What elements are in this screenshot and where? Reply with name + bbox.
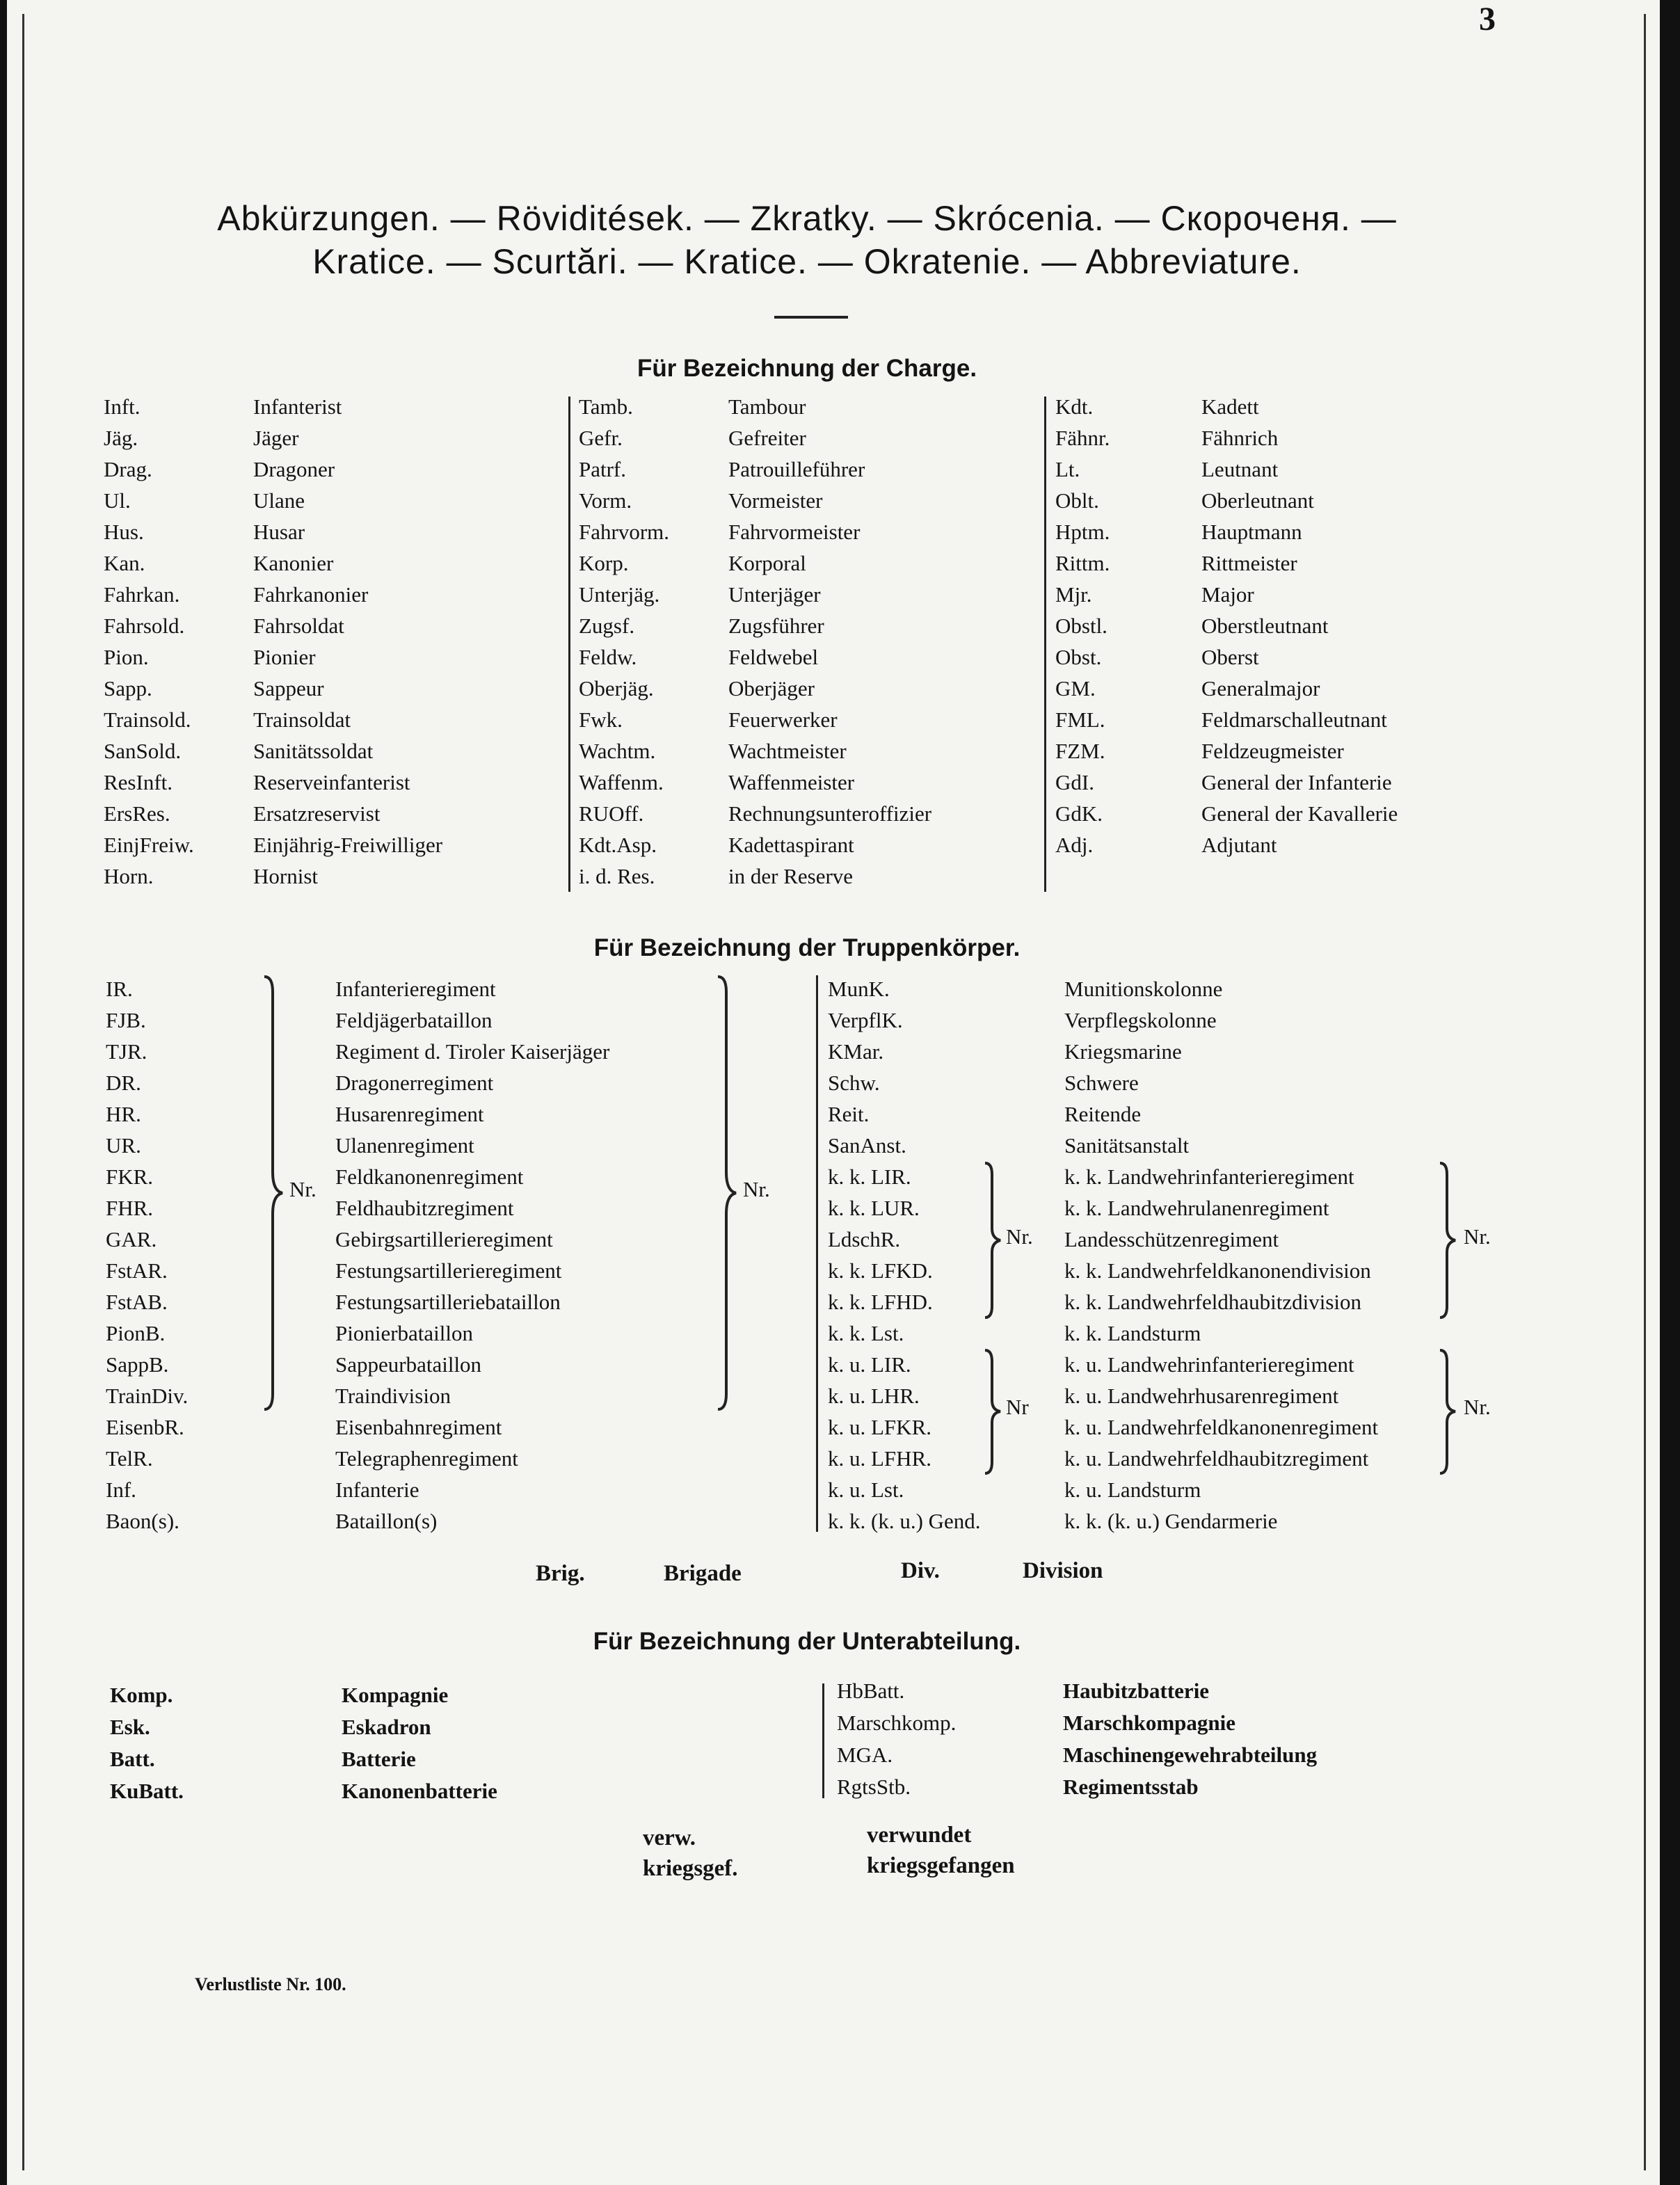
page-sheet [7,0,1660,2185]
meaning: in der Reserve [728,864,854,888]
abbreviation: KuBatt. [110,1779,184,1803]
charge-col1-meanings [253,391,442,892]
meaning: Kanonier [253,551,334,575]
page-title-line-1: Abkürzungen. — Röviditések. — Zkratky. — Skrócenia. — Скороченя. — [217,199,1397,238]
brace-ku-landwehr-abbr [979,1347,1005,1476]
brace-left-abbreviations [257,974,288,1412]
abbreviation: GM. [1055,676,1096,701]
abbreviation: Esk. [110,1715,150,1739]
meaning: Batterie [342,1747,416,1771]
nr-label: Nr. [1464,1395,1491,1419]
abbreviation: DR. [106,1071,141,1095]
meaning: k. k. Landwehrfeldhaubitzdivision [1064,1290,1362,1314]
meaning: Kanonenbatterie [342,1779,497,1803]
abbreviation: k. u. Lst. [828,1478,904,1502]
meaning: Telegraphenregiment [335,1446,518,1471]
meaning: Major [1201,582,1254,607]
page-title-line-2: Kratice. — Scurtări. — Kratice. — Okratenie. — Abbreviature. [312,242,1302,281]
meaning: Korporal [728,551,806,575]
abbreviation: TelR. [106,1446,153,1471]
abbreviation: Marschkomp. [837,1711,957,1735]
brace-ku-landwehr-meanings [1434,1347,1462,1476]
abbreviation: Fwk. [579,707,623,732]
truppen-right-abbreviations [828,973,981,1537]
left-border-rule [22,14,24,2170]
kriegsgefangen-abbreviation: kriegsgef. [643,1856,738,1881]
brace-left-meanings [711,974,742,1412]
meaning: Leutnant [1201,457,1279,481]
meaning: k. u. Landwehrhusarenregiment [1064,1384,1339,1408]
abbreviation: Schw. [828,1071,880,1095]
abbreviation: k. k. (k. u.) Gend. [828,1509,981,1533]
verwundet-abbreviation: verw. [643,1825,696,1850]
abbreviation: Unterjäg. [579,582,660,607]
meaning: Feldhaubitzregiment [335,1196,514,1220]
abbreviation: i. d. Res. [579,864,655,888]
meaning: Infanterist [253,394,342,419]
meaning: Infanterie [335,1478,419,1502]
division-abbreviation: Div. [901,1558,940,1583]
meaning: Hornist [253,864,318,888]
abbreviation: Korp. [579,551,629,575]
meaning: General der Kavallerie [1201,801,1398,826]
meaning: Kadettaspirant [728,833,854,857]
abbreviation: Waffenm. [579,770,664,794]
nr-label: Nr [1006,1395,1029,1419]
abbreviation: Obst. [1055,645,1102,669]
nr-label: Nr. [1464,1224,1491,1249]
footer-list-number: Verlustliste Nr. 100. [195,1974,346,1994]
abbreviation: Hus. [104,520,144,544]
meaning: Waffenmeister [728,770,855,794]
meaning: Landesschützenregiment [1064,1227,1279,1251]
meaning: Sappeurbataillon [335,1352,482,1377]
abbreviation: Sapp. [104,676,152,701]
abbreviation: Ul. [104,488,131,513]
abbreviation: ResInft. [104,770,173,794]
meaning: Maschinengewehrabteilung [1063,1743,1318,1767]
abbreviation: Tamb. [579,394,633,419]
abbreviation: k. k. LUR. [828,1196,920,1220]
abbreviation: Fahrkan. [104,582,180,607]
truppen-left-abbreviations [106,973,188,1537]
abbreviation: Reit. [828,1102,870,1126]
abbreviation: HbBatt. [837,1679,905,1703]
meaning: Wachtmeister [728,739,847,763]
meaning: Haubitzbatterie [1063,1679,1210,1703]
abbreviation: HR. [106,1102,141,1126]
abbreviation: Oberjäg. [579,676,654,701]
abbreviation: k. k. LFKD. [828,1258,933,1283]
section-title-unterabteilung: Für Bezeichnung der Unterabteilung. [593,1628,1021,1655]
abbreviation: RUOff. [579,801,644,826]
unterabteilung-right-meanings [1063,1675,1317,1803]
meaning: Oberleutnant [1201,488,1314,513]
abbreviation: Fahrvorm. [579,520,670,544]
meaning: k. u. Landwehrinfanterieregiment [1064,1352,1354,1377]
column-divider [568,397,570,892]
abbreviation: Rittm. [1055,551,1110,575]
meaning: Fahrkanonier [253,582,369,607]
meaning: Feldwebel [728,645,819,669]
abbreviation: FstAB. [106,1290,168,1314]
meaning: k. u. Landwehrfeldhaubitzregiment [1064,1446,1369,1471]
meaning: Adjutant [1201,833,1277,857]
abbreviation: IR. [106,977,133,1001]
abbreviation: Inft. [104,394,141,419]
meaning: k. u. Landsturm [1064,1478,1201,1502]
abbreviation: SanAnst. [828,1133,906,1158]
meaning: Einjährig-Freiwilliger [253,833,443,857]
verwundet-meaning: verwundet [867,1823,972,1848]
division-meaning: Division [1023,1558,1103,1583]
meaning: Ulane [253,488,305,513]
meaning: Generalmajor [1201,676,1320,701]
unterabteilung-right-abbreviations [837,1675,956,1803]
meaning: Gebirgsartillerieregiment [335,1227,553,1251]
meaning: Jäger [253,426,299,450]
meaning: Ulanenregiment [335,1133,474,1158]
meaning: Kadett [1201,394,1259,419]
meaning: Sanitätssoldat [253,739,374,763]
abbreviation: k. u. LFHR. [828,1446,931,1471]
meaning: Regimentsstab [1063,1775,1199,1799]
meaning: k. u. Landwehrfeldkanonenregiment [1064,1415,1379,1439]
abbreviation: GAR. [106,1227,157,1251]
abbreviation: Batt. [110,1747,155,1771]
abbreviation: Zugsf. [579,614,635,638]
column-divider [1044,397,1046,892]
meaning: Tambour [728,394,806,419]
meaning: Feuerwerker [728,707,838,732]
page-number: 3 [1479,1,1496,38]
brace-kk-landwehr-meanings [1434,1160,1462,1320]
meaning: k. k. (k. u.) Gendarmerie [1064,1509,1278,1533]
meaning: Kompagnie [342,1683,449,1707]
abbreviation: Vorm. [579,488,632,513]
abbreviation: GdI. [1055,770,1094,794]
column-divider [822,1683,824,1798]
abbreviation: Inf. [106,1478,136,1502]
abbreviation: Pion. [104,645,149,669]
meaning: Schwere [1064,1071,1139,1095]
meaning: Bataillon(s) [335,1509,438,1533]
abbreviation: ErsRes. [104,801,170,826]
charge-col3-abbreviations [1055,391,1110,861]
meaning: Fahrvormeister [728,520,861,544]
nr-label: Nr. [743,1177,770,1201]
abbreviation: FKR. [106,1164,154,1189]
meaning: k. k. Landwehrfeldkanonendivision [1064,1258,1371,1283]
meaning: Reitende [1064,1102,1142,1126]
right-border-rule [1644,14,1646,2170]
abbreviation: Hptm. [1055,520,1110,544]
abbreviation: Lt. [1055,457,1080,481]
meaning: Pionier [253,645,316,669]
abbreviation: SappB. [106,1352,169,1377]
meaning: Sappeur [253,676,324,701]
meaning: Eskadron [342,1715,431,1739]
abbreviation: Horn. [104,864,154,888]
abbreviation: Obstl. [1055,614,1107,638]
abbreviation: Fähnr. [1055,426,1110,450]
meaning: Regiment d. Tiroler Kaiserjäger [335,1039,610,1064]
meaning: Unterjäger [728,582,821,607]
abbreviation: GdK. [1055,801,1103,826]
meaning: Zugsführer [728,614,824,638]
abbreviation: RgtsStb. [837,1775,911,1799]
abbreviation: Kdt.Asp. [579,833,657,857]
abbreviation: TrainDiv. [106,1384,189,1408]
meaning: Festungsartillerieregiment [335,1258,562,1283]
abbreviation: FHR. [106,1196,154,1220]
charge-col2-abbreviations [579,391,669,892]
meaning: Oberjäger [728,676,815,701]
meaning: Hauptmann [1201,520,1302,544]
meaning: Verpflegskolonne [1064,1008,1217,1032]
abbreviation: Fahrsold. [104,614,185,638]
section-title-truppenkoerper: Für Bezeichnung der Truppenkörper. [593,934,1021,961]
nr-label: Nr. [1006,1224,1033,1249]
meaning: Rittmeister [1201,551,1297,575]
charge-col2-meanings [728,391,931,892]
abbreviation: LdschR. [828,1227,901,1251]
meaning: Husarenregiment [335,1102,484,1126]
meaning: Gefreiter [728,426,806,450]
abbreviation: MGA. [837,1743,893,1767]
unterabteilung-left-abbreviations [110,1679,184,1807]
meaning: Eisenbahnregiment [335,1415,502,1439]
meaning: k. k. Landwehrinfanterieregiment [1064,1164,1354,1189]
brace-kk-landwehr-abbr [979,1160,1005,1320]
unterabteilung-left-meanings [342,1679,497,1807]
abbreviation: FJB. [106,1008,146,1032]
abbreviation: k. k. LFHD. [828,1290,933,1314]
meaning: Patrouilleführer [728,457,865,481]
abbreviation: Wachtm. [579,739,656,763]
meaning: General der Infanterie [1201,770,1392,794]
meaning: Traindivision [335,1384,451,1408]
abbreviation: k. u. LFKR. [828,1415,931,1439]
abbreviation: Kdt. [1055,394,1094,419]
meaning: Rechnungsunteroffizier [728,801,932,826]
meaning: Feldzeugmeister [1201,739,1344,763]
abbreviation: MunK. [828,977,890,1001]
abbreviation: PionB. [106,1321,166,1345]
meaning: Munitionskolonne [1064,977,1223,1001]
meaning: Feldjägerbataillon [335,1008,493,1032]
meaning: k. k. Landwehrulanenregiment [1064,1196,1329,1220]
meaning: Kriegsmarine [1064,1039,1182,1064]
meaning: Fähnrich [1201,426,1279,450]
abbreviation: Adj. [1055,833,1094,857]
truppen-left-meanings [335,973,609,1537]
meaning: Feldmarschalleutnant [1201,707,1387,732]
abbreviation: Komp. [110,1683,173,1707]
meaning: Marschkompagnie [1063,1711,1235,1735]
charge-col1-abbreviations [104,391,194,892]
meaning: Vormeister [728,488,823,513]
abbreviation: k. u. LHR. [828,1384,920,1408]
meaning: Oberstleutnant [1201,614,1329,638]
meaning: Husar [253,520,305,544]
abbreviation: VerpflK. [828,1008,903,1032]
meaning: Dragoner [253,457,335,481]
abbreviation: EinjFreiw. [104,833,194,857]
abbreviation: Feldw. [579,645,637,669]
brigade-meaning: Brigade [664,1561,742,1586]
truppen-right-meanings [1064,973,1378,1537]
abbreviation: FstAR. [106,1258,168,1283]
abbreviation: Oblt. [1055,488,1099,513]
nr-label: Nr. [289,1177,317,1201]
abbreviation: EisenbR. [106,1415,184,1439]
abbreviation: SanSold. [104,739,182,763]
meaning: Oberst [1201,645,1259,669]
abbreviation: UR. [106,1133,141,1158]
section-title-charge: Für Bezeichnung der Charge. [637,355,977,382]
brigade-abbreviation: Brig. [536,1561,585,1586]
meaning: Infanterieregiment [335,977,496,1001]
meaning: Fahrsoldat [253,614,344,638]
meaning: Reserveinfanterist [253,770,410,794]
kriegsgefangen-meaning: kriegsgefangen [867,1853,1015,1878]
abbreviation: Patrf. [579,457,627,481]
meaning: Trainsoldat [253,707,351,732]
abbreviation: FML. [1055,707,1105,732]
abbreviation: TJR. [106,1039,147,1064]
meaning: Sanitätsanstalt [1064,1133,1190,1158]
abbreviation: Mjr. [1055,582,1092,607]
meaning: Feldkanonenregiment [335,1164,524,1189]
abbreviation: k. k. Lst. [828,1321,904,1345]
meaning: k. k. Landsturm [1064,1321,1201,1345]
abbreviation: Drag. [104,457,152,481]
title-divider [774,316,848,319]
meaning: Festungsartilleriebataillon [335,1290,561,1314]
abbreviation: k. u. LIR. [828,1352,911,1377]
abbreviation: k. k. LIR. [828,1164,911,1189]
column-divider [816,975,818,1532]
meaning: Pionierbataillon [335,1321,474,1345]
abbreviation: Baon(s). [106,1509,179,1533]
abbreviation: Trainsold. [104,707,191,732]
meaning: Dragonerregiment [335,1071,494,1095]
abbreviation: Jäg. [104,426,138,450]
abbreviation: KMar. [828,1039,884,1064]
charge-col3-meanings [1201,391,1398,861]
abbreviation: Kan. [104,551,145,575]
abbreviation: FZM. [1055,739,1105,763]
meaning: Ersatzreservist [253,801,381,826]
abbreviation: Gefr. [579,426,623,450]
